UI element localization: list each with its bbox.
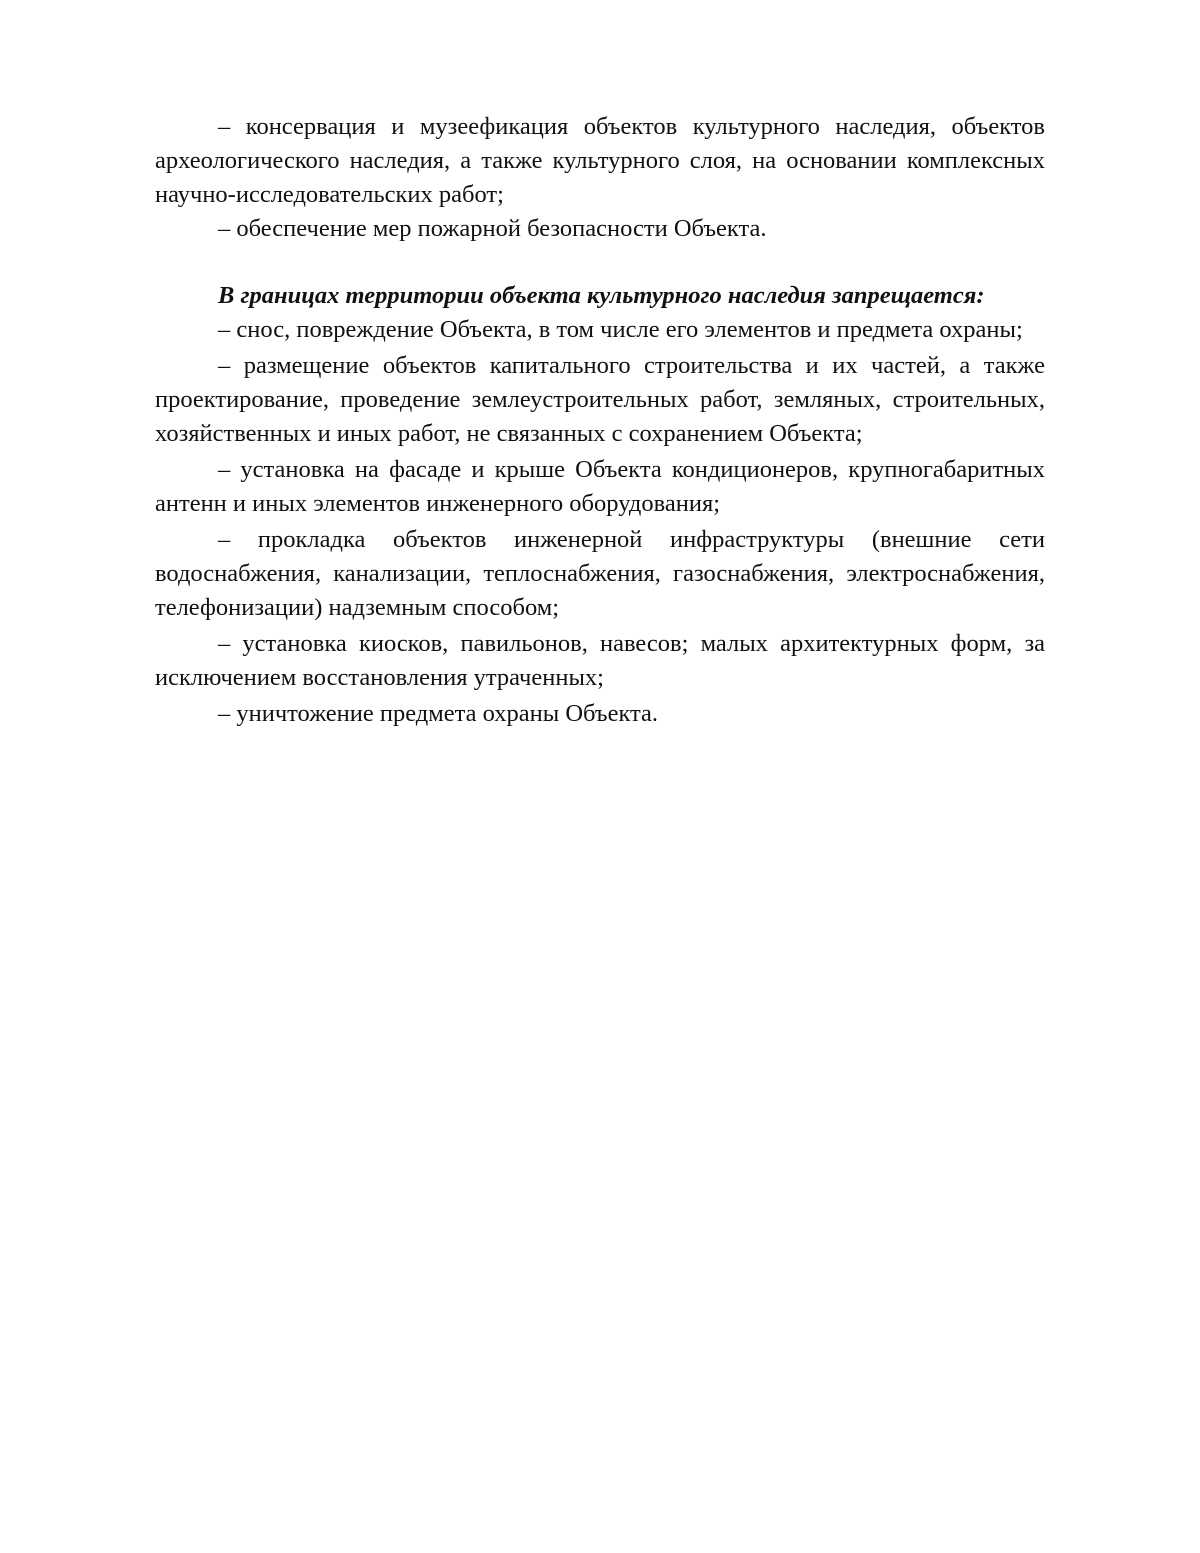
paragraph-construction: – размещение объектов капитального строительства и их частей, а также проектирование, проведение землеустроительных работ, земляных, строительных, хозяйственных и иных работ, не связанных с сохранением Объекта; [155, 352, 1045, 447]
section-heading: В границах территории объекта культурного наследия запрещается: [218, 282, 985, 309]
paragraph-destruction: – уничтожение предмета охраны Объекта. [218, 700, 659, 727]
paragraph-infrastructure: – прокладка объектов инженерной инфраструктуры (внешние сети водоснабжения, канализации, теплоснабжения, газоснабжения, электроснабжения, телефонизации) надземным способом; [155, 526, 1045, 621]
paragraph-fire-safety: – обеспечение мер пожарной безопасности Объекта. [218, 215, 767, 242]
paragraph-demolition: – снос, повреждение Объекта, в том числе его элементов и предмета охраны; [218, 316, 1023, 343]
section-prohibited [155, 279, 1045, 731]
paragraph-kiosks: – установка киосков, павильонов, навесов; малых архитектурных форм, за исключением восстановления утраченных; [155, 630, 1045, 691]
paragraph-conservation: – консервация и музеефикация объектов культурного наследия, объектов археологического наследия, а также культурного слоя, на основании комплексных научно-исследовательских работ; [155, 113, 1045, 208]
section-intro [155, 110, 1045, 246]
paragraph-equipment: – установка на фасаде и крыше Объекта кондиционеров, крупногабаритных антенн и иных элементов инженерного оборудования; [155, 456, 1045, 517]
